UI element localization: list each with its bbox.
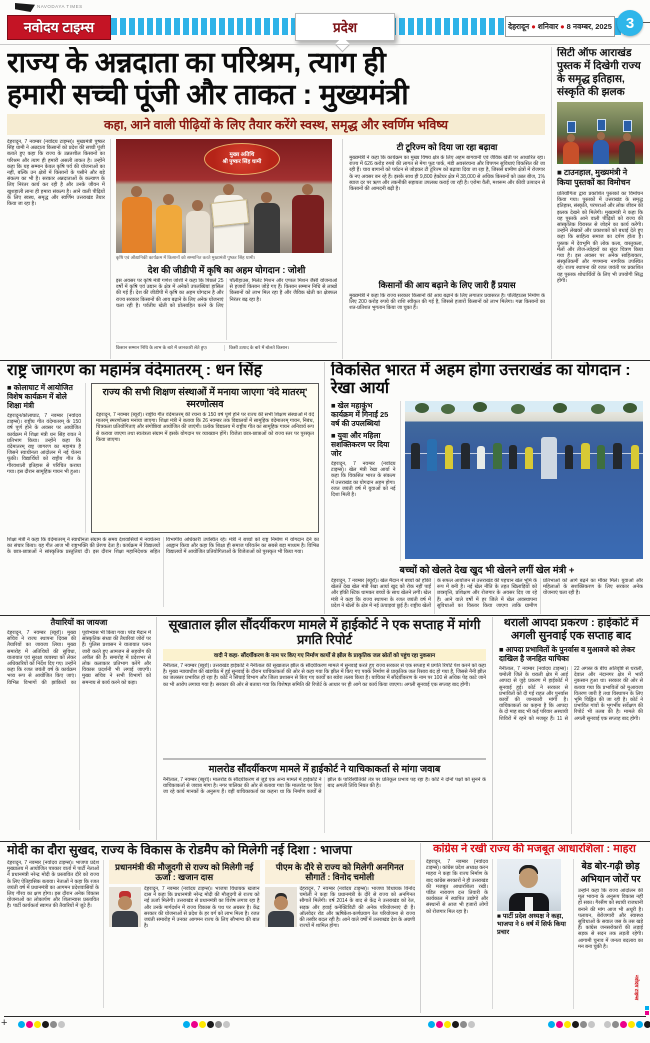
congress-headline: कांग्रेस ने रखी राज्य की मजबूत आधारशिला : माहरा — [433, 843, 636, 855]
rail-story — [551, 47, 643, 359]
congress-subhead: बेड बोर-गढ़ी छोड़ अभियान जोरों पर — [580, 861, 641, 885]
section-tab-label: प्रदेश — [332, 20, 358, 35]
masthead — [7, 4, 643, 44]
vande-box-title: राज्य की सभी शिक्षण संस्थाओं में मनाया जाएगा 'वंदे मातरम्' स्मरणोत्सव — [102, 387, 308, 410]
side-brand-text: नवोदय टाइम्स — [632, 975, 639, 1001]
edge-mark-magenta — [645, 1011, 649, 1015]
tharali-body: नैनीताल, 7 नवम्बर (नवोदय टाइम्स)। चमोली जिले के थराली क्षेत्र में आई आपदा से जुड़े प्रकरण में हाईकोर्ट में सुनवाई हुई। कोर्ट ने सरकार से प्रभावितों को दी गई राहत और पुनर्वास कार्यों की जानकारी मांगी है। याचिकाकर्ता का कहना है कि आपदा के दो माह बाद भी कई परिवार अस्थायी शिविरों में रहने को मजबूर हैं। 11 से 22 अगस्त के बीच अतिवृष्टि से थराली, देवाल और नंदानगर क्षेत्र में भारी नुकसान हुआ था। सरकार की ओर से बताया गया कि प्रभावितों को मुआवजा वितरण जारी है तथा विस्थापन के लिए भूमि चिह्नित की जा रही है। कोर्ट ने प्रभावित गांवों के भूगर्भीय सर्वेक्षण की रिपोर्ट भी तलब की है। मामले की अगली सुनवाई एक सप्ताह बाद होगी। — [499, 666, 643, 722]
dateline-city: देहरादून — [508, 21, 530, 31]
player-figure — [581, 443, 590, 469]
dateline-day: शनिवार — [537, 21, 559, 31]
sukhatal-highlight: वादी ने कहा- सौंदर्यीकरण के नाम पर किए गए निर्माण कार्यों से झील के प्राकृतिक जल स्रोतों को पहुंच रहा नुकसान — [163, 649, 486, 661]
lead-headline-line1: राज्य के अन्नदाता का परिश्रम, त्याग ही — [7, 47, 386, 79]
prep-headline: तैयारियों का जायजा — [50, 618, 108, 627]
bjp-column-left: देहरादून, 7 नवम्बर (नवोदय टाइम्स)। भाजपा प्रदेश मुख्यालय में आयोजित पत्रकार वार्ता में पार्टी नेताओं ने प्रधानमंत्री नरेन्द्र मोदी के प्रस्तावित दौरे को राज्य के लिए ऐतिहासिक बताया। नेताओं ने कहा कि रजत जयंती वर्ष में प्रधानमंत्री का आगमन प्रदेशवासियों के लिए गौरव का क्षण होगा। इस दौरान अनेक विकास योजनाओं का लोकार्पण और शिलान्यास प्रस्तावित है। पार्टी कार्यकर्ता स्वागत की तैयारियों में जुटे हैं। — [7, 860, 104, 1008]
lead-deck: कहा, आने वाली पीढ़ियों के लिए तैयार करेंगे स्वस्थ, समृद्ध और स्वर्णिम भविष्य — [7, 114, 545, 135]
chief-guest-banner — [204, 143, 280, 175]
band-divider-1 — [0, 360, 650, 361]
vande-box-body: देहरादून, 7 नवम्बर (ब्यूरो)। राष्ट्रीय गीत वंदेमातरम् की रचना के 150 वर्ष पूर्ण होने पर राज्य की सभी शिक्षण संस्थाओं में वंदे मातरम् स्मरणोत्सव मनाया जाएगा। शिक्षा मंत्री ने बताया कि 26 नवम्बर तक विद्यालयों में सामूहिक वंदेमातरम् गायन, निबंध, चित्रकला प्रतियोगिताएं और संगोष्ठियां आयोजित की जाएंगी। प्रत्येक विद्यालय में राष्ट्रीय गीत का सामूहिक गायन अनिवार्य रूप से कराया जाएगा तथा स्वतंत्रता संग्राम में इसके योगदान पर व्याख्यान होंगे। विजेता छात्र-छात्राओं को राज्य स्तर पर पुरस्कृत किया जाएगा। — [96, 412, 314, 443]
tharali-headline: थराली आपदा प्रकरण : हाईकोर्ट में अगली सुनवाई एक सप्ताह बाद — [503, 617, 639, 642]
registration-marks — [548, 1021, 595, 1028]
registration-marks — [183, 1021, 230, 1028]
edge-mark-cyan — [645, 1006, 649, 1010]
person-figure — [619, 120, 635, 164]
band-divider-2 — [0, 615, 650, 616]
chamoli-text: देहरादून, 7 नवम्बर (नवोदय टाइम्स)। भाजपा विधायक विनोद चमोली ने कहा कि प्रधानमंत्री के दौरे से राज्य को अनगिनत सौगातें मिलेंगी। वर्ष 2014 के बाद से केंद्र ने उत्तराखंड को रेल, सड़क और हवाई कनेक्टिविटी की अनेक परियोजनाएं दी हैं। ऑलवेदर रोड और ऋषिकेश-कर्णप्रयाग रेल परियोजना से राज्य की तस्वीर बदल रही है। आने वाले वर्षों में उत्तराखंड देश के अग्रणी राज्यों में शामिल होगा। — [299, 886, 415, 930]
person-figure — [186, 200, 210, 253]
rekha-bullet-column — [331, 401, 401, 561]
person-figure — [122, 186, 152, 253]
shoulders — [112, 911, 138, 927]
vande-body: शिक्षा मंत्री ने कहा कि वंदेमातरम् ने स्वाधीनता संग्राम के समय देशवासियों में नवचेतना का संचार किया। यह गीत आज भी राष्ट्रभक्ति की प्रेरणा देता है। कार्यक्रम में विद्यालयों के छात्र-छात्राओं ने सांस्कृतिक प्रस्तुतियां दीं। इस दौरान शिक्षा महानिदेशक सहित विभागीय अधिकारी उपस्थित रहे। मंत्री ने बच्चों को राष्ट्र निर्माण में योगदान देने का आह्वान किया और कहा कि शिक्षा ही समाज परिवर्तन का सबसे बड़ा माध्यम है। विभिन्न विद्यालयों में आयोजित प्रतियोगिताओं के विजेताओं को पुरस्कृत भी किया गया। — [7, 537, 319, 556]
band-divider-3 — [0, 841, 650, 842]
book — [597, 119, 606, 131]
registration-marks — [428, 1021, 475, 1028]
lead-photo-credit: कृषि एवं औद्यानिकी कार्यक्रम में किसानों को सम्मानित करते मुख्यमंत्री पुष्कर सिंह धामी। — [115, 255, 256, 260]
khajan-das-text: देहरादून, 7 नवम्बर (नवोदय टाइम्स)। भाजपा विधायक खजान दास ने कहा कि प्रधानमंत्री नरेन्द्र मोदी की मौजूदगी से राज्य को नई ऊर्जा मिलेगी। उत्तराखंड से प्रधानमंत्री का विशेष लगाव रहा है और उनके मार्गदर्शन में राज्य विकास के पथ पर अग्रसर है। केंद्र सरकार की योजनाओं से प्रदेश के हर वर्ग को लाभ मिला है। रजत जयंती समारोह में उनका आगमन राज्य के लिए सौभाग्य की बात है। — [144, 886, 260, 930]
lead-sub1-body: मुख्यमंत्री ने कहा कि कार्यक्रम का मुख्य विषय क्षेत्र के लिए अहम बागवानी एवं जैविक खेती पर आधारित रहा। राज्य में 626 करोड़ रुपये की लागत से मेगा फूड पार्क, मंडी अवसंरचना और विपणन सुविधाएं विकसित की जा रही हैं। चाय बागानों को पर्यटन से जोड़कर टी टूरिज्म को बढ़ावा दिया जा रहा है, जिससे ग्रामीण क्षेत्रों में रोजगार के नए अवसर बन रहे हैं। इसके साथ ही 9,800 हेक्टेयर क्षेत्र में 38,000 से अधिक किसानों को उन्नत बीज, 1% ब्याज दर पर ऋण और तकनीकी सहायता उपलब्ध कराई जा रही है। एरोमा वैली, मशरूम और कीवी उत्पादन से किसानों की आमदनी बढ़ी है। — [349, 155, 545, 193]
player-figure — [427, 439, 437, 471]
newspaper-logo-text: नवोदय टाइम्स — [23, 19, 95, 35]
sukhatal-story — [157, 617, 493, 840]
rail-headline: सिटी ऑफ आराखंड पुस्तक में दिखेगी राज्य के समृद्ध इतिहास, संस्कृति की झलक — [557, 47, 641, 98]
chamoli-photo — [265, 887, 297, 927]
lead-sub2-head: किसानों की आय बढ़ाने के लिए जारी हैं प्रयास — [378, 280, 516, 290]
vande-box — [91, 383, 319, 533]
rekha-bullet-body: देहरादून, 7 नवम्बर (नवोदय टाइम्स)। खेल मंत्री रेखा आर्या ने कहा कि विकसित भारत के संकल्प में उत्तराखंड का योगदान अहम होगा। रजत जयंती वर्ष में युवाओं को नई दिशा मिली है। — [331, 461, 396, 499]
lead-column-middle — [111, 139, 343, 359]
crop-mark-left: + — [1, 1017, 8, 1029]
lead-column-left: देहरादून, 7 नवम्बर (नवोदय टाइम्स)। मुख्यमंत्री पुष्कर सिंह धामी ने अन्नदाता किसानों को प्रदेश की सच्ची पूंजी बताते हुए कहा कि राज्य के उन्नतशील किसानों का परिश्रम और त्याग ही हमारी असली ताकत है। उन्होंने कहा कि यह सम्मान केवल कृषि पर्व की योजनाओं का नहीं, बल्कि उन क्षेत्रों में किसानों के पसीने और बड़े संकल्प का भी है। सरकार अन्नदाताओं के कल्याण के लिए निरंतर कार्य कर रही है और उनके जीवन में खुशहाली लाना ही हमारा संकल्प है। आने वाली पीढ़ियों के लिए स्वस्थ, समृद्ध और स्वर्णिम उत्तराखंड तैयार किया जा रहा है। — [7, 139, 111, 359]
hockey-caption — [331, 563, 643, 576]
masthead-rule — [0, 44, 650, 45]
brand-small-text: NAVODAYA TIMES — [37, 4, 83, 9]
rail-body: प्रतियोगिता द्वारा प्रकाशित पुस्तकों का विमोचन किया गया। पुस्तकों में उत्तराखंड के समृद्ध इतिहास, संस्कृति, परंपराओं और लोक जीवन की झलक देखने को मिलेगी। मुख्यमंत्री ने कहा कि यह पुस्तकें आने वाली पीढ़ियों को राज्य की सांस्कृतिक विरासत से जोड़ने का कार्य करेंगी। उन्होंने लेखकों और प्रकाशकों को बधाई देते हुए कहा कि साहित्य समाज का दर्पण होता है। पुस्तक में देवभूमि की लोक कला, वास्तुकला, मेलों और तीज-त्योहारों का सुंदर चित्रण किया गया है। इस अवसर पर अनेक साहित्यकार, संस्कृतिकर्मी और गणमान्य नागरिक उपस्थित रहे। राज्य स्थापना की रजत जयंती पर प्रकाशित यह पुस्तक शोधार्थियों के लिए भी उपयोगी सिद्ध होगी। — [557, 191, 643, 284]
dateline: देहरादून ● शनिवार ● 8 नवम्बर, 2025 — [505, 16, 615, 37]
player-figure — [597, 445, 605, 469]
congress-column-left: देहरादून, 7 नवम्बर (नवोदय टाइम्स)। कांग्रेस प्रदेश अध्यक्ष करन माहरा ने कहा कि राज्य निर्माण के बाद कांग्रेस सरकारों ने ही उत्तराखंड की मजबूत आधारशिला रखी। पंडित नारायण दत्त तिवारी के कार्यकाल में स्थापित उद्योगों और संस्थानों से आज भी हजारों लोगों को रोजगार मिल रहा है। — [426, 859, 493, 1009]
khajan-das-body — [109, 886, 260, 998]
court-line — [405, 453, 643, 454]
lead-column-right — [343, 139, 545, 359]
khajan-das-headline: प्रधानमंत्री की मौजूदगी से राज्य को मिलेगी नई ऊर्जा : खजान दास — [109, 860, 260, 884]
lead-photo-body: इस अवसर पर कृषि मंत्री गणेश जोशी ने कहा कि पिछले 25 वर्षों में कृषि एवं उद्यान के क्षेत्र में अनेकों उपलब्धियां हासिल की गई हैं। देश की जीडीपी में कृषि का अहम योगदान है और राज्य सरकार किसानों की आय बढ़ाने के लिए अनेक योजनाएं चला रही है। पर्वतीय खेती को प्रोत्साहित करने के लिए पॉलीहाउस, मिलेट मिशन और एप्पल मिशन जैसी योजनाओं से हजारों किसान जोड़े गए हैं। किसान सम्मान निधि से लाखों किसानों को लाभ मिल रहा है और जैविक खेती का क्षेत्रफल निरंतर बढ़ रहा है। — [115, 278, 338, 309]
section-tab — [295, 13, 395, 41]
banner-line2: श्री पुष्कर सिंह धामी — [222, 159, 262, 165]
trees — [415, 403, 429, 413]
vande-bullet: ■ कोलाघाट में आयोजित विशेष कार्यक्रम में बोले शिक्षा मंत्री — [7, 383, 73, 410]
book — [623, 120, 632, 132]
congress-photo-column — [493, 859, 574, 1009]
tharali-story — [493, 617, 643, 840]
page-number-badge: 3 — [617, 10, 643, 36]
face — [274, 896, 288, 910]
khajan-das-box — [109, 860, 260, 1008]
prep-body: देहरादून, 7 नवम्बर (ब्यूरो)। मुख्य सचिव ने राज्य स्थापना दिवस की तैयारियों का जायजा लिया। मुख्य समारोह में अतिथियों की सुविधा, यातायात एवं सुरक्षा व्यवस्था को लेकर अधिकारियों को निर्देश दिए गए। उन्होंने कहा कि रजत जयंती वर्ष के कार्यक्रम भव्य रूप से आयोजित किए जाएं। विभिन्न विभागों की झांकियों का पूर्वाभ्यास भी किया गया। परेड मैदान में सांस्कृतिक संध्या की तैयारियां जोरों पर हैं। पुलिस प्रशासन ने यातायात प्लान जारी करते हुए आमजन से सहयोग की अपील की है। समारोह में प्रदेशभर से लोक कलाकार प्रतिभाग करेंगे और विकास प्रदर्शनी भी लगाई जाएगी। मुख्य सचिव ने सभी विभागों को समन्वय से कार्य करने को कहा। — [7, 630, 151, 686]
newspaper-logo — [7, 15, 111, 40]
player-figure — [509, 445, 517, 469]
footer-rule — [4, 1016, 646, 1017]
rail-photo — [557, 102, 643, 164]
certificate — [211, 199, 249, 227]
person-figure — [254, 192, 280, 253]
malroad-body: नैनीताल, 7 नवम्बर (ब्यूरो)। मालरोड के सौंदर्यीकरण से जुड़े एक अन्य मामले में हाईकोर्ट ने याचिकाकर्ता से जवाब मांगा है। नगर पालिका की ओर से बताया गया कि मालरोड पर किए जा रहे कार्य मानकों के अनुरूप हैं। वहीं याचिकाकर्ता का कहना था कि निर्माण कार्यों से झील के पारिस्थितिकी तंत्र पर प्रतिकूल प्रभाव पड़ रहा है। कोर्ट ने दोनों पक्षों को सुनने के बाद अगली तिथि नियत की है। — [163, 777, 486, 796]
brand-flag-icon — [15, 3, 35, 12]
lead-sub1-head: टी टूरिज्म को दिया जा रहा बढ़ावा — [396, 142, 498, 152]
mahara-photo — [497, 859, 561, 911]
player-figure — [477, 446, 485, 469]
hockey-photo — [405, 401, 643, 559]
player-figure — [493, 443, 502, 469]
congress-story — [421, 843, 643, 1013]
malroad-subhead: मालरोड सौंदर्यीकरण मामले में हाईकोर्ट ने याचिकाकर्ता से मांगा जवाब — [163, 758, 486, 775]
khajan-das-photo — [109, 887, 141, 927]
person-figure — [563, 121, 579, 164]
shoulders — [268, 911, 294, 927]
rekha-bullet-2: ■ युवा और महिला सशक्तिकरण पर दिया जोर — [331, 431, 390, 458]
sukhatal-body: नैनीताल, 7 नवम्बर (ब्यूरो)। उत्तराखंड हाईकोर्ट ने नैनीताल की सूखाताल झील के सौंदर्यीकरण मामले में सुनवाई करते हुए राज्य सरकार से एक सप्ताह में प्रगति रिपोर्ट पेश करने को कहा है। मुख्य न्यायाधीश की खंडपीठ में हुई सुनवाई के दौरान याचिकाकर्ता की ओर से कहा गया कि झील में किए गए पक्के निर्माण से प्राकृतिक जल रिसाव बंद हो गया है, जिससे नैनी झील का जलस्तर प्रभावित हो रहा है। कोर्ट ने सिंचाई विभाग और जिला प्रशासन से किए गए कार्यों का ब्योरा तलब किया है। याचिका में सौंदर्यीकरण के नाम पर 100 से अधिक पेड़ काटे जाने का भी आरोप लगाया गया है। सरकार की ओर से बताया गया कि विशेषज्ञ समिति की रिपोर्ट के आधार पर ही आगे का कार्य किया जाएगा। अगली सुनवाई एक सप्ताह बाद होगी। — [163, 663, 486, 688]
lead-sub2-body: मुख्यमंत्री ने कहा कि राज्य सरकार किसानों की आय बढ़ाने के लिए लगातार प्रयासरत है। पॉलीहाउस निर्माण के लिए 200 करोड़ रुपये की राशि स्वीकृत की गई है, जिससे हजारों किसानों को लाभ मिलेगा। गन्ना किसानों का शत-प्रतिशत भुगतान किया जा चुका है। — [349, 293, 545, 312]
sukhatal-headline: सूखाताल झील सौंदर्यीकरण मामले में हाईकोर्ट ने एक सप्ताह में मांगी प्रगति रिपोर्ट — [168, 617, 481, 647]
vandemataram-story — [7, 362, 325, 614]
chamoli-headline: पीएम के दौरे से राज्य को मिलेगी अनगिनत सौगातें : विनोद चमोली — [265, 860, 416, 884]
lead-photo-subhead: देश की जीडीपी में कृषि का अहम योगदान : जोशी — [147, 265, 306, 275]
band4 — [7, 843, 643, 1013]
congress-sub-body: उन्होंने कहा कि राज्य आंदोलन की मूल भावना के अनुरूप विकास नहीं हो सका। गैरसैंण को स्थायी राजधानी बनाने की मांग आज भी अधूरी है। पलायन, बेरोजगारी और स्वास्थ्य सुविधाओं के सवाल जस के तस खड़े हैं। कांग्रेस जनसरोकारों की लड़ाई सड़क से सदन तक लड़ती रहेगी। आगामी चुनाव में जनता बदलाव का मन बना चुकी है। — [578, 888, 643, 950]
congress-photo-bullet: ■ पार्टी प्रदेश अध्यक्ष ने कहा, भाजपा ने 6 वर्ष में सिर्फ किया प्रचार — [497, 913, 566, 936]
band2 — [7, 362, 643, 614]
player-figure — [525, 447, 533, 469]
lead-headline — [7, 47, 545, 111]
prep-story — [7, 617, 157, 840]
person-figure — [292, 184, 324, 253]
player-figure — [631, 445, 639, 469]
player-figure — [461, 443, 470, 469]
chamoli-box — [265, 860, 416, 1008]
rekha-headline: विकसित भारत में अहम होगा उत्तराखंड का योगदान : रेखा आर्या — [331, 362, 631, 397]
face — [118, 896, 132, 910]
minister-figure — [541, 437, 557, 479]
bjp-story — [7, 843, 421, 1013]
banner-line1: मुख्य अतिथि — [229, 152, 255, 158]
shirt — [525, 897, 533, 911]
player-figure — [445, 445, 453, 469]
tharali-bullet: ■ आपदा प्रभावितों के पुनर्वास व मुआवजे को लेकर दाखिल है जनहित याचिका — [499, 645, 635, 663]
bjp-headline: मोदी का दौरा सुखद, राज्य के विकास के रोडमैप को मिलेगी नई दिशा : भाजपा — [7, 843, 352, 857]
player-figure — [565, 445, 573, 469]
rekha-body: देहरादून, 7 नवम्बर (ब्यूरो)। खेल मैदान में बच्चों को हॉकी खेलते देख खेल मंत्री रेखा आर्या खुद को रोक नहीं पाईं और हॉकी स्टिक थामकर बच्चों के साथ खेलने लगीं। खेल मंत्री ने कहा कि राज्य स्थापना के रजत जयंती वर्ष में प्रदेश ने खेलों के क्षेत्र में नई ऊंचाइयां छुई हैं। राष्ट्रीय खेलों के सफल आयोजन से उत्तराखंड की पहचान खेल भूमि के रूप में बनी है। नई खेल नीति के तहत खिलाड़ियों को छात्रवृत्ति, प्रशिक्षण और रोजगार के अवसर दिए जा रहे हैं। आने वाले वर्षों में हर जिले में खेल अवस्थापना सुविधाओं का विस्तार किया जाएगा ताकि ग्रामीण प्रतिभाओं को आगे बढ़ने का मौका मिले। युवाओं और महिलाओं के सशक्तिकरण के लिए सरकार अनेक योजनाएं चला रही है। — [331, 578, 643, 609]
person-figure — [156, 194, 182, 253]
lead-photo — [116, 139, 332, 253]
rail-bullet: ■ टाउनहाल, मुख्यमंत्री ने किया पुस्तकों का विमोचन — [557, 168, 631, 187]
vande-bullet-column — [7, 383, 86, 533]
lead-story — [7, 47, 545, 359]
person-figure — [593, 119, 609, 164]
book — [567, 121, 576, 133]
rekha-story — [325, 362, 643, 614]
player-figure — [613, 443, 622, 469]
registration-marks — [18, 1021, 65, 1028]
chamoli-body — [265, 886, 416, 998]
vande-bullet-body: देहरादून/कोलाघाट, 7 नवम्बर (नवोदय टाइम्स)। राष्ट्रीय गीत वंदेमातरम् के 150 वर्ष पूर्ण होने के अवसर पर आयोजित कार्यक्रम में शिक्षा मंत्री धन सिंह रावत ने प्रतिभाग किया। उन्होंने कहा कि वंदेमातरम् राष्ट्र जागरण का महामंत्र है जिसने स्वाधीनता आंदोलन में नई चेतना फूंकी। विद्यार्थियों को राष्ट्रीय गीत के गौरवशाली इतिहास से परिचित कराया गया। इस दौरान सामूहिक गायन भी हुआ। — [7, 413, 81, 475]
rekha-bullet-1: ■ खेल महाकुंभ कार्यक्रम में गिनाईं 25 वर्ष की उपलब्धियां — [331, 401, 389, 428]
vande-headline: राष्ट्र जागरण का महामंत्र वंदेमातरम् : धन सिंह — [7, 362, 263, 379]
crop-mark: + — [568, 565, 575, 576]
player-figure — [411, 443, 420, 469]
page-number-tick — [643, 22, 650, 23]
face — [519, 868, 538, 888]
small-caption-1: किसान सम्मान निधि के लाभ के बारे में जानकारी लेते हुए। — [115, 345, 208, 350]
dateline-date: 8 नवम्बर, 2025 — [566, 21, 612, 31]
lead-small-captions — [116, 342, 337, 351]
hockey-caption-text: बच्चों को खेलते देख खुद भी खेलने लगीं खेल मंत्री — [399, 565, 567, 576]
small-caption-2: किसी उत्पाद के बारे में बोलते किसान। — [224, 345, 337, 351]
registration-marks — [604, 1021, 650, 1028]
lead-headline-line2: हमारी सच्ची पूंजी और ताकत : मुख्यमंत्री — [7, 79, 409, 111]
band3 — [7, 617, 643, 840]
